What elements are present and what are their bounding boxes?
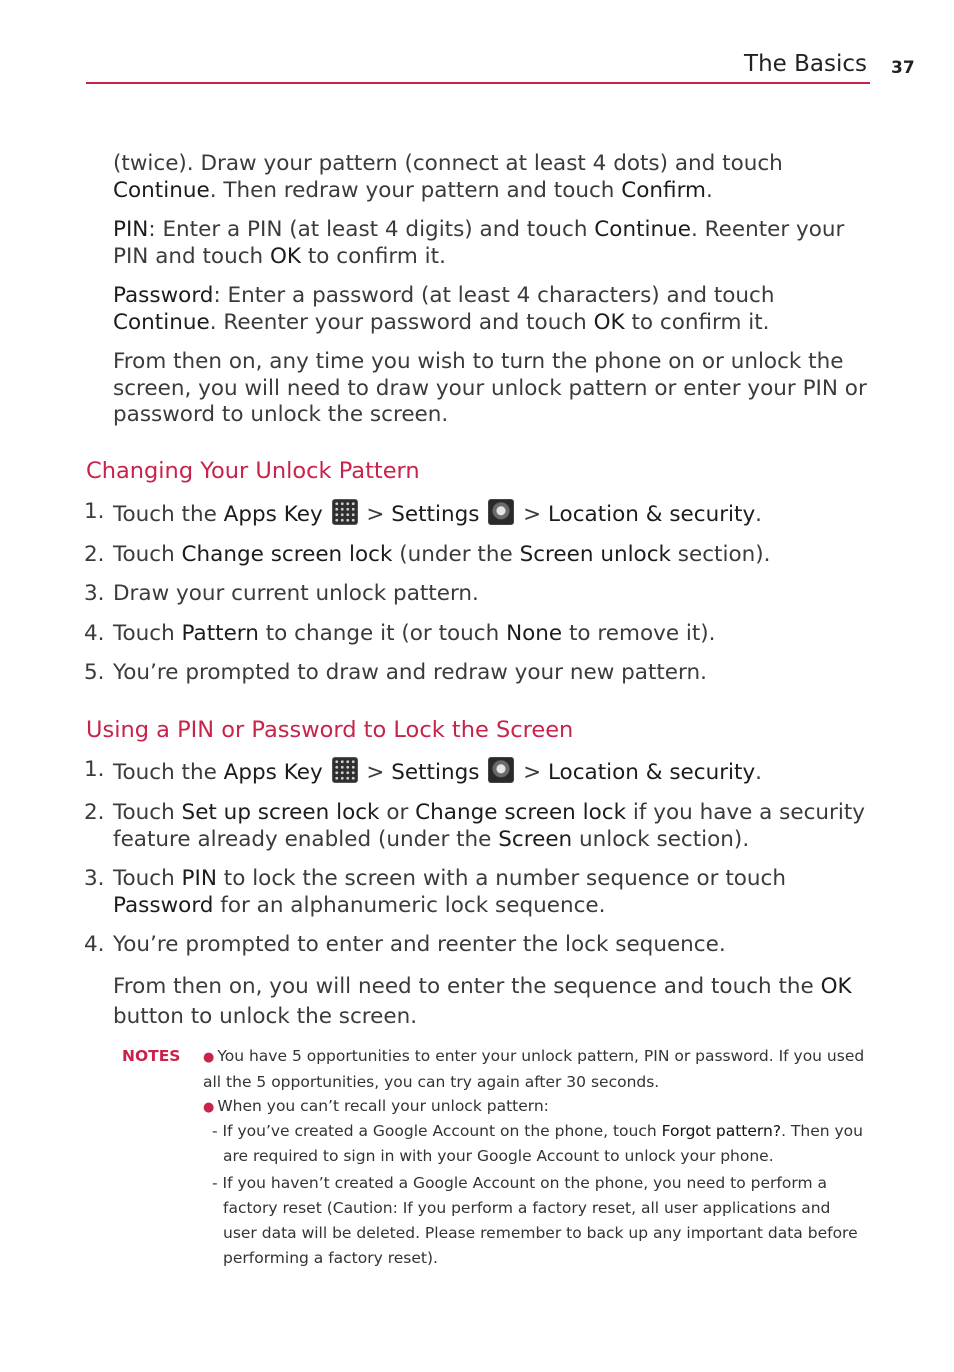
section-heading-pin-password: Using a PIN or Password to Lock the Screen (86, 717, 574, 743)
bold-term: Screen unlock (519, 542, 671, 567)
text: . (755, 760, 763, 785)
page-header (86, 48, 870, 84)
follow-up-paragraph (113, 972, 873, 1032)
bold-term: Continue (113, 309, 210, 335)
bold-term: Password (113, 283, 214, 308)
bold-term: PIN (181, 866, 217, 891)
bold-term: OK (820, 974, 852, 999)
intro-paragraph-1 (113, 151, 873, 204)
bold-term: Confirm (621, 177, 707, 203)
notes-label: NOTES (122, 1047, 181, 1065)
text: Touch the (113, 502, 224, 527)
text: : Enter a password (at least 4 characters) and touch (213, 283, 775, 308)
step-number: 4. (84, 621, 105, 646)
step-number: 1. (84, 499, 105, 524)
step-text (113, 757, 874, 787)
text: . Reenter your PIN and touch (113, 217, 845, 269)
sub-note-item (212, 1119, 863, 1169)
apps-key-icon (332, 757, 358, 783)
bullet-icon: ● (203, 1050, 215, 1065)
step-number: 3. (84, 581, 105, 606)
apps-key-icon (332, 499, 358, 525)
step-text (113, 542, 874, 569)
text: button to unlock the screen. (113, 1004, 418, 1029)
step-text: You’re prompted to draw and redraw your new pattern. (113, 660, 707, 685)
bold-term: Settings (391, 502, 480, 527)
step-text (113, 621, 874, 648)
text: . Reenter your password and touch (209, 309, 594, 335)
text: . Then redraw your pattern and touch (209, 177, 622, 203)
bold-term: Pattern (181, 621, 259, 646)
section-heading-unlock-pattern: Changing Your Unlock Pattern (86, 458, 420, 484)
text: > (359, 760, 392, 785)
text: . Then you are required to sign in with your Google Account to unlock your phone. (223, 1122, 863, 1165)
step-text (113, 800, 874, 853)
step-item (84, 800, 874, 853)
bold-term: Continue (113, 177, 210, 203)
bold-term: Change screen lock (415, 800, 627, 825)
step-number: 2. (84, 542, 105, 567)
bold-term: Password (113, 892, 214, 918)
text: to lock the screen with a number sequence or touch (216, 866, 786, 891)
text: - If you’ve created a Google Account on the phone, touch (212, 1122, 662, 1140)
step-text: You’re prompted to enter and reenter the lock sequence. (113, 932, 726, 957)
step-number: 2. (84, 800, 105, 825)
text: > (516, 760, 548, 785)
step-item (84, 621, 874, 648)
text: or (379, 800, 416, 825)
step-number: 4. (84, 932, 105, 957)
bold-term: Set up screen lock (181, 800, 380, 825)
step-text (113, 866, 874, 919)
step-item (84, 757, 874, 787)
text: section). (670, 542, 771, 567)
text: Touch (113, 800, 182, 825)
settings-icon (488, 499, 514, 525)
note-text: When you can’t recall your unlock pattern: (217, 1097, 549, 1115)
header-title: The Basics (744, 51, 867, 77)
text: (twice). Draw your pattern (connect at least 4 dots) and touch (113, 151, 783, 176)
bold-term: OK (270, 243, 302, 269)
bold-term: Settings (391, 760, 480, 785)
text: (under the (392, 542, 520, 567)
text: Touch (113, 542, 182, 567)
text: to confirm it. (624, 309, 770, 335)
bold-term: Continue (594, 217, 691, 242)
step-item (84, 581, 874, 608)
text: if you have a security feature already enabled (under the (113, 800, 866, 852)
text: for an alphanumeric lock sequence. (213, 892, 606, 918)
text: : Enter a PIN (at least 4 digits) and touch (148, 217, 595, 242)
bold-term: Apps Key (223, 760, 323, 785)
note-text: You have 5 opportunities to enter your unlock pattern, PIN or password. If you used all the 5 opportunities, you can try again after 30 seconds. (203, 1047, 865, 1091)
text: to change it (or touch (258, 621, 507, 646)
bold-term: Forgot pattern? (661, 1122, 782, 1140)
step-number: 3. (84, 866, 105, 891)
note-item (203, 1094, 873, 1120)
text: unlock section). (572, 826, 750, 852)
text: > (359, 502, 392, 527)
bold-term: None (506, 621, 563, 646)
bold-term: Location & security (547, 502, 756, 527)
intro-paragraph-3 (113, 283, 873, 336)
step-item (84, 660, 874, 687)
intro-paragraph-4: From then on, any time you wish to turn the phone on or unlock the screen, you will need to draw your unlock pattern or enter your PIN or password to unlock the screen. (113, 349, 867, 427)
bold-term: Apps Key (223, 502, 323, 527)
intro-paragraph-2 (113, 217, 873, 270)
bold-term: Change screen lock (181, 542, 393, 567)
step-item (84, 499, 874, 529)
text: From then on, you will need to enter the sequence and touch the (113, 974, 821, 999)
note-item (203, 1044, 873, 1095)
bold-term: OK (593, 309, 625, 335)
bullet-icon: ● (203, 1100, 215, 1115)
text: Touch (113, 621, 182, 646)
step-number: 1. (84, 757, 105, 782)
step-item (84, 542, 874, 569)
text: Touch the (113, 760, 224, 785)
text: Touch (113, 866, 182, 891)
step-item (84, 866, 874, 919)
sub-note-item: - If you haven’t created a Google Account on the phone, you need to perform a factory reset (Caution: If you perform a factory reset, all user applications and user data will be deleted. Please remember to back up any important data before performing a factory reset). (212, 1174, 858, 1267)
page-number: 37 (891, 58, 915, 78)
text: to confirm it. (301, 243, 446, 269)
step-number: 5. (84, 660, 105, 685)
text: . (706, 177, 713, 203)
bold-term: Screen (498, 826, 573, 852)
bold-term: Location & security (547, 760, 756, 785)
step-text: Draw your current unlock pattern. (113, 581, 479, 606)
text: > (516, 502, 548, 527)
step-item (84, 932, 874, 959)
step-text (113, 499, 874, 529)
bold-term: PIN (113, 217, 149, 242)
text: to remove it). (562, 621, 716, 646)
settings-icon (488, 757, 514, 783)
text: . (755, 502, 763, 527)
